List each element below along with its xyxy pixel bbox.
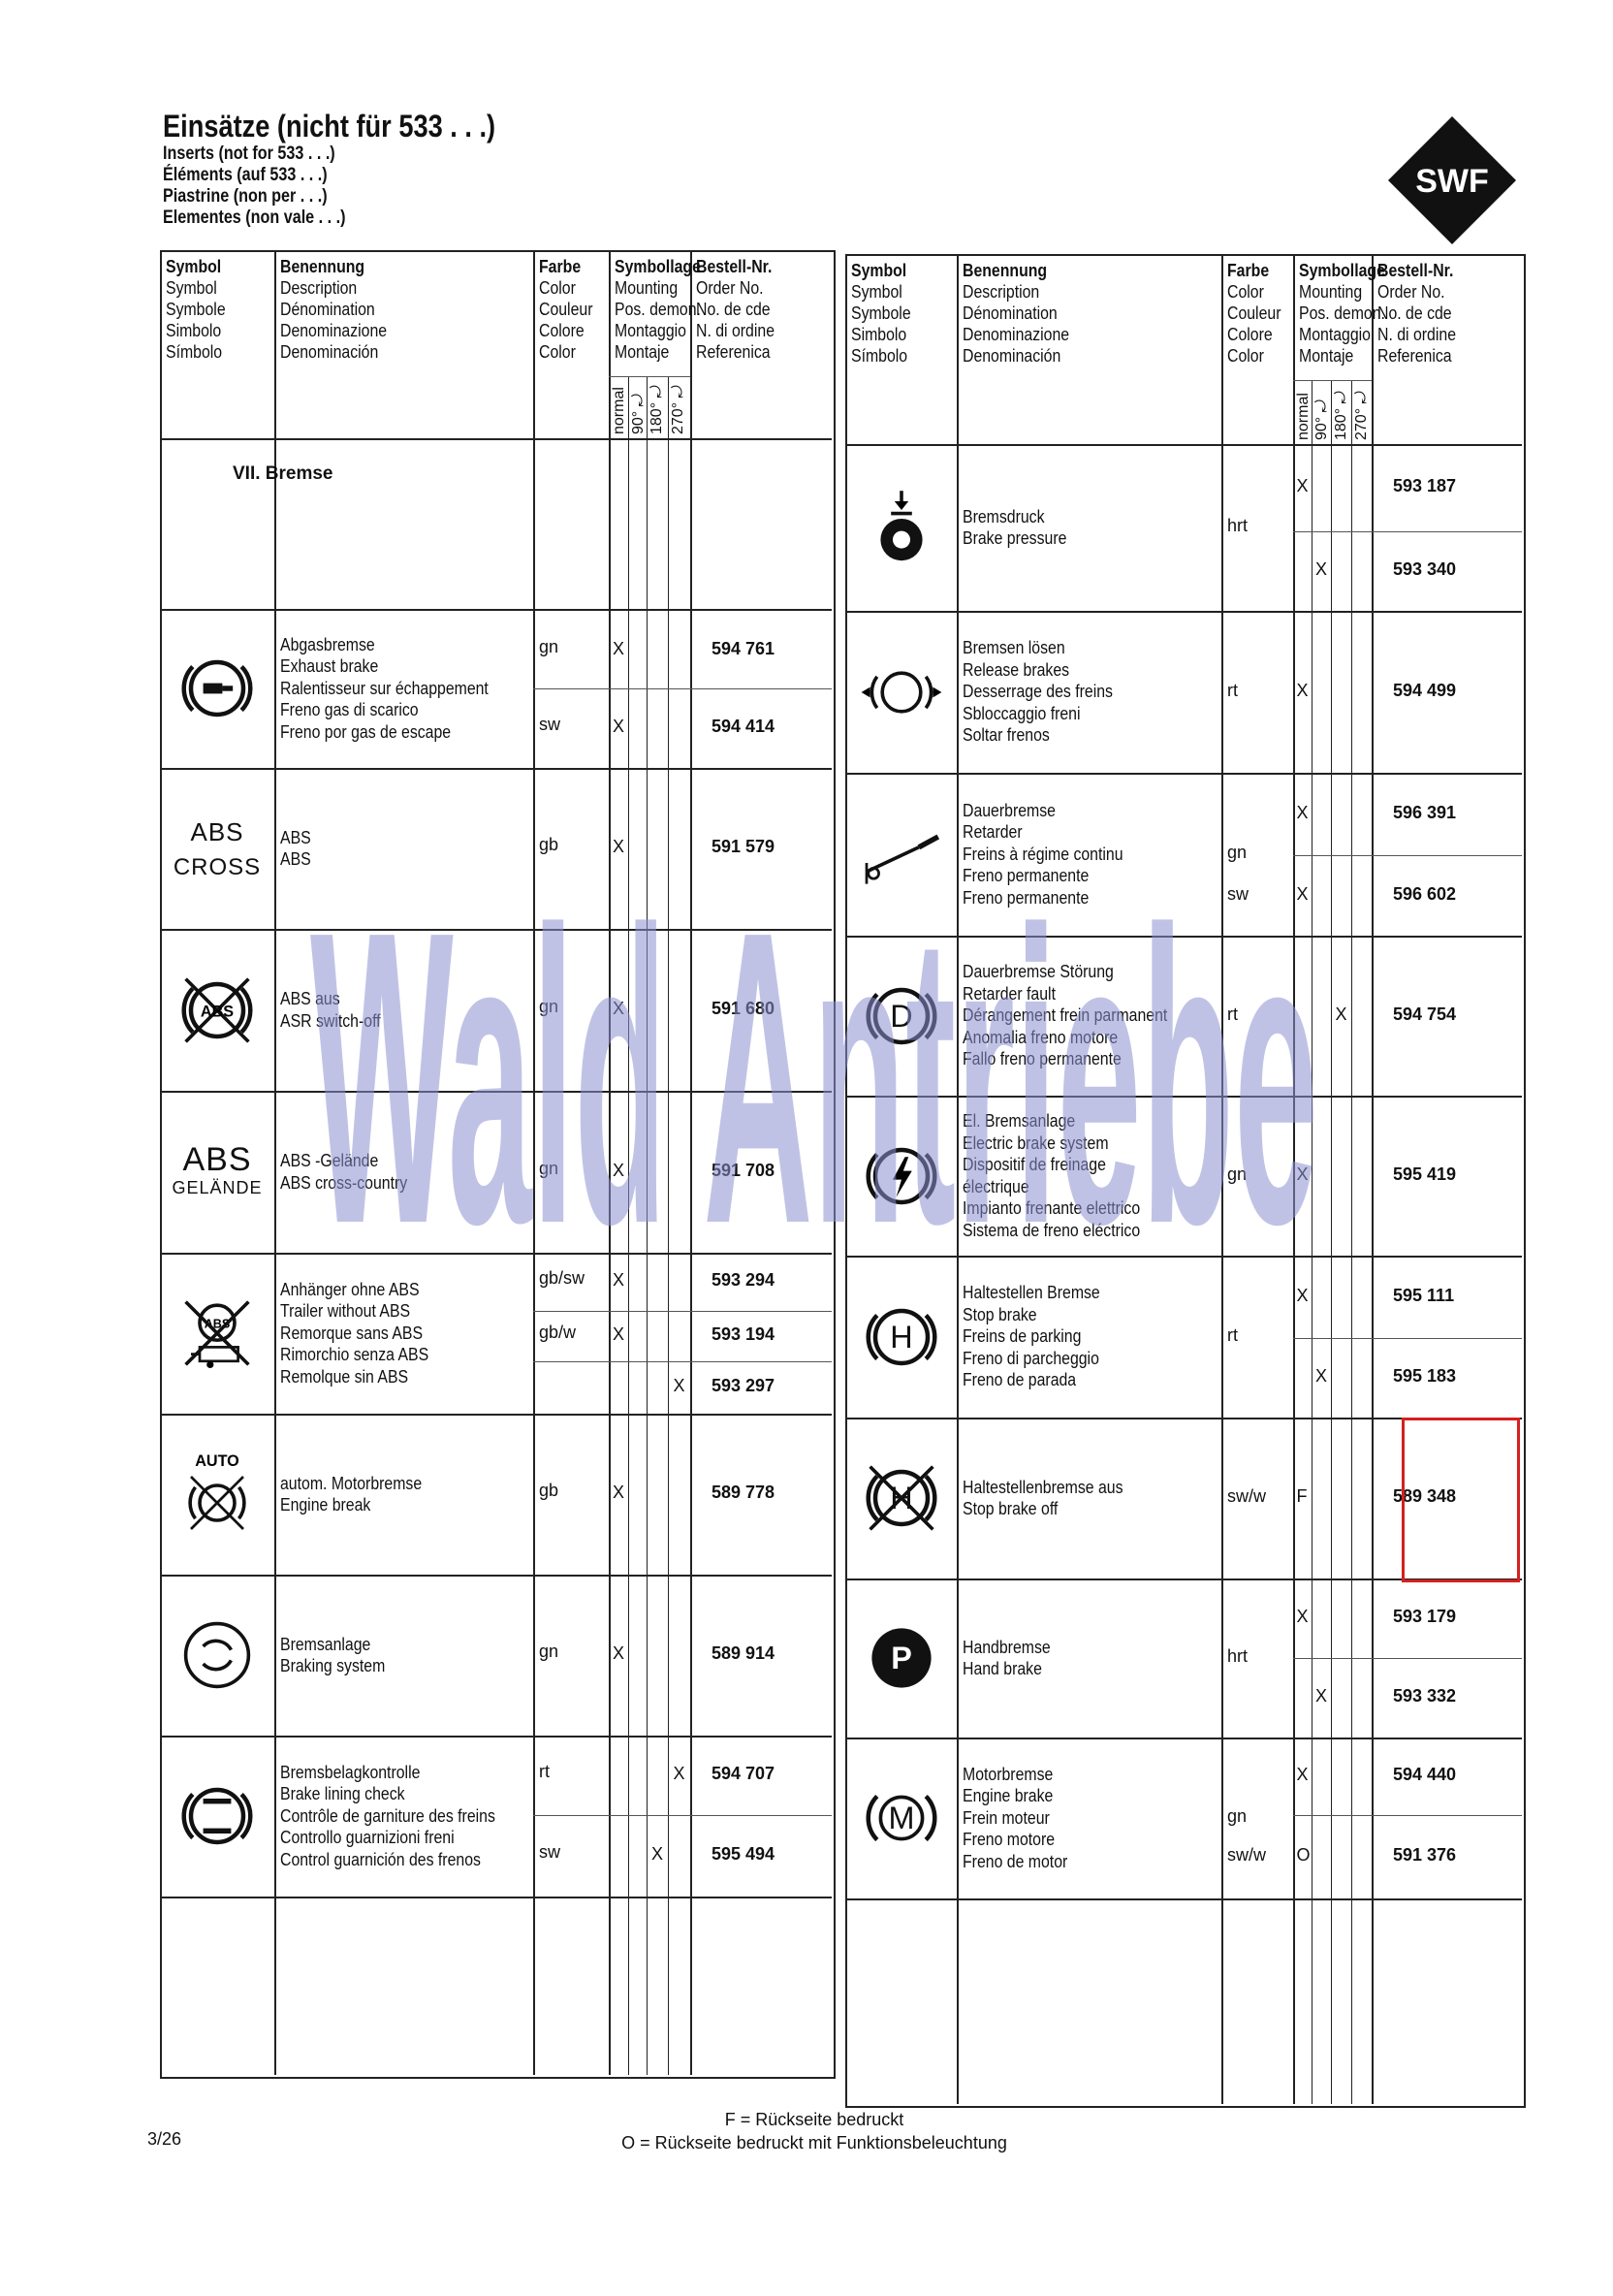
description-line: Soltar frenos (963, 725, 1050, 746)
exhaust-brake-icon (174, 645, 261, 732)
header-symbollage: Montaje (615, 342, 670, 362)
row-divider (845, 1738, 1522, 1739)
svg-text:P: P (890, 1640, 912, 1675)
braking-system-icon (174, 1611, 261, 1699)
header-divider (845, 444, 1522, 446)
row-divider (845, 936, 1522, 938)
header-position-0: normal (611, 387, 627, 434)
position-mark: X (1296, 1285, 1309, 1305)
order-number: 595 183 (1393, 1366, 1457, 1386)
column-divider (1221, 254, 1223, 2104)
svg-text:D: D (889, 998, 913, 1034)
description-line: Trailer without ABS (280, 1301, 411, 1322)
farbe-value: rt (539, 1762, 550, 1781)
position-mark: X (613, 639, 625, 658)
column-divider (957, 254, 959, 2104)
description-line: Engine brake (963, 1786, 1054, 1806)
description-line: Sbloccaggio freni (963, 703, 1081, 723)
header-farbe: Color (539, 342, 576, 362)
farbe-value: rt (1227, 680, 1238, 700)
highlight-box (1402, 1418, 1520, 1582)
position-mark: X (613, 998, 625, 1018)
description-line: Retarder fault (963, 983, 1056, 1004)
title-block (163, 109, 744, 229)
position-divider (647, 376, 648, 2075)
order-number: 595 111 (1393, 1285, 1455, 1305)
row-divider (160, 768, 832, 770)
description-line: Retarder (963, 822, 1023, 843)
icon-label: ABS (182, 1140, 252, 1178)
auto-engine-brake-icon (174, 1451, 261, 1538)
header-position-0: normal (1295, 393, 1312, 440)
variant-divider (1293, 1338, 1522, 1339)
position-mark: X (673, 1376, 685, 1395)
description-line: Bremsdruck (963, 506, 1045, 526)
header-symbol: Symbol (166, 278, 217, 298)
header-divider (160, 438, 832, 440)
page-number: 3/26 (147, 2129, 182, 2149)
description-line: Dauerbremse (963, 800, 1056, 820)
description-line: Haltestellenbremse aus (963, 1477, 1123, 1497)
order-number: 594 414 (712, 717, 775, 736)
description-line: Freno de parada (963, 1370, 1077, 1390)
description-line: Desserrage des freins (963, 682, 1113, 702)
logo-text: SWF (1415, 163, 1489, 200)
description-line: Brake lining check (280, 1784, 405, 1804)
retarder-fault-icon (858, 973, 945, 1060)
position-divider (1351, 380, 1352, 2104)
header-bestell: No. de cde (1377, 303, 1452, 323)
header-benennung: Dénomination (280, 300, 375, 319)
description-line: Frein moteur (963, 1807, 1050, 1828)
position-mark: X (1296, 476, 1309, 495)
stop-brake-icon (858, 1293, 945, 1381)
title-line: Éléments (auf 533 . . .) (163, 165, 328, 185)
description-line: Handbremse (963, 1637, 1051, 1657)
header-farbe: Couleur (1227, 303, 1281, 323)
farbe-value: gn (1227, 1164, 1248, 1184)
column-divider (274, 250, 276, 2075)
header-benennung: Benennung (280, 257, 365, 276)
electric-brake-icon (858, 1132, 945, 1220)
description-line: ABS (280, 849, 311, 869)
column-divider (609, 250, 611, 2075)
footer-note-f: F = Rückseite bedruckt (724, 2110, 904, 2129)
header-symbol: Symbol (851, 282, 902, 302)
description-line: ABS (280, 827, 311, 847)
header-bestell: No. de cde (696, 300, 771, 319)
footer-notes (562, 2108, 1066, 2154)
farbe-value: rt (1227, 1004, 1238, 1024)
description-line: Dérangement frein parmanent (963, 1005, 1168, 1026)
header-benennung: Description (280, 278, 358, 298)
header-benennung: Benennung (963, 261, 1048, 280)
description-line: ABS aus (280, 989, 340, 1008)
farbe-value: gb/w (539, 1323, 577, 1342)
variant-divider (533, 688, 832, 689)
position-mark: X (613, 837, 625, 856)
position-mark: O (1296, 1845, 1311, 1865)
header-symbol: Simbolo (851, 325, 907, 344)
header-symbol: Symbol (851, 261, 907, 280)
description-line: Fallo freno permanente (963, 1049, 1122, 1069)
farbe-value: gn (1227, 843, 1248, 862)
row-divider (160, 1253, 832, 1255)
title-line: Elementes (non vale . . .) (163, 207, 346, 228)
svg-text:ABS: ABS (200, 1002, 235, 1020)
order-number: 591 579 (712, 837, 775, 856)
description-line: Anhänger ohne ABS (280, 1279, 420, 1299)
stop-brake-off-icon (858, 1454, 945, 1542)
svg-text:ABS: ABS (204, 1317, 231, 1331)
column-divider (690, 250, 692, 2075)
farbe-value: sw (539, 715, 560, 734)
position-divider (1312, 380, 1313, 2104)
description-line: ABS cross-country (280, 1172, 408, 1193)
order-number: 594 761 (712, 639, 775, 658)
description-line: Freno di parcheggio (963, 1348, 1099, 1368)
order-number: 593 294 (712, 1270, 775, 1290)
header-symbollage: Symbollage (615, 257, 701, 276)
position-divider (668, 376, 669, 2075)
farbe-value: gb (539, 835, 559, 854)
header-benennung: Denominación (280, 342, 379, 362)
header-symbollage: Pos. demon. (615, 300, 701, 319)
description-line: ASR switch-off (280, 1010, 381, 1031)
position-mark: X (1296, 1607, 1309, 1626)
header-farbe: Color (539, 278, 576, 298)
header-farbe: Color (1227, 346, 1264, 366)
brake-pressure-icon (858, 484, 945, 571)
abs-off-icon (174, 967, 261, 1054)
description-line: Rimorchio senza ABS (280, 1345, 429, 1365)
title-line: Piastrine (non per . . .) (163, 186, 328, 207)
description-line: Freno por gas de escape (280, 721, 452, 742)
row-divider (160, 609, 832, 611)
header-benennung: Dénomination (963, 303, 1058, 323)
farbe-value: sw/w (1227, 1486, 1266, 1506)
order-number: 593 194 (712, 1324, 775, 1344)
svg-text:H: H (889, 1319, 913, 1355)
description-line: électrique (963, 1176, 1029, 1196)
header-symbol: Symbole (166, 300, 226, 319)
brake-lining-icon (174, 1772, 261, 1860)
icon-label: CROSS (173, 854, 262, 880)
header-farbe: Couleur (539, 300, 593, 319)
description-line: Engine break (280, 1495, 371, 1515)
icon-label: ABS (190, 817, 244, 846)
description-line: Haltestellen Bremse (963, 1283, 1100, 1303)
swf-logo (1386, 114, 1518, 246)
description-line: Impianto frenante elettrico (963, 1198, 1141, 1218)
farbe-value: gn (1227, 1806, 1248, 1826)
order-number: 591 708 (712, 1160, 775, 1180)
icon-label: GELÄNDE (172, 1177, 263, 1197)
farbe-value: sw/w (1227, 1845, 1266, 1865)
variant-divider (1293, 855, 1522, 856)
footer-note-o: O = Rückseite bedruckt mit Funktionsbeleuchtung (621, 2133, 1007, 2152)
header-bestell: Bestell-Nr. (1377, 261, 1454, 280)
row-divider (845, 1256, 1522, 1258)
description-line: Braking system (280, 1656, 386, 1675)
header-symbollage: Mounting (615, 278, 679, 298)
farbe-value: gn (539, 1158, 559, 1178)
description-line: Abgasbremse (280, 634, 375, 654)
header-symbol: Símbolo (166, 342, 223, 362)
order-number: 594 440 (1393, 1765, 1457, 1784)
description-line: Freno permanente (963, 887, 1090, 908)
header-farbe: Colore (1227, 325, 1273, 344)
order-number: 595 419 (1393, 1164, 1457, 1184)
description-line: Dauerbremse Störung (963, 962, 1114, 982)
order-number: 589 778 (712, 1483, 775, 1502)
order-number: 593 297 (712, 1376, 775, 1395)
order-number: 594 754 (1393, 1004, 1457, 1024)
header-symbollage: Pos. demon. (1299, 303, 1385, 323)
farbe-value: sw (1227, 883, 1249, 904)
position-mark: X (673, 1764, 685, 1783)
svg-text:AUTO: AUTO (195, 1452, 239, 1471)
order-number: 589 348 (1393, 1486, 1457, 1506)
row-divider (845, 1096, 1522, 1098)
header-symbollage: Montaggio (615, 321, 686, 340)
header-symbollage: Montaje (1299, 346, 1354, 366)
position-divider (1331, 380, 1332, 2104)
farbe-value: gn (539, 996, 559, 1016)
header-symbol: Simbolo (166, 321, 222, 340)
order-number: 595 494 (712, 1844, 775, 1864)
farbe-value: rt (1227, 1324, 1238, 1345)
farbe-value: gn (539, 1642, 559, 1661)
header-position-2: 180° ⤾ (648, 385, 665, 434)
position-mark: X (1296, 1164, 1309, 1184)
header-bestell: Referenica (1377, 346, 1452, 366)
position-header-divider (1293, 380, 1372, 381)
description-line: Freno de motor (963, 1851, 1068, 1871)
column-divider (533, 250, 535, 2075)
row-divider (845, 1898, 1522, 1900)
description-line: Sistema de freno eléctrico (963, 1220, 1141, 1240)
retarder-icon (858, 811, 945, 898)
header-farbe: Colore (539, 321, 585, 340)
description-line: Contrôle de garniture des freins (280, 1805, 495, 1826)
description-line: Ralentisseur sur échappement (280, 678, 489, 698)
header-symbollage: Montaggio (1299, 325, 1371, 344)
position-mark: X (1296, 1765, 1309, 1784)
row-divider (160, 1736, 832, 1738)
description-line: Freins de parking (963, 1326, 1082, 1347)
description-line: Brake pressure (963, 528, 1067, 548)
row-divider (845, 611, 1522, 613)
description-line: Bremsen lösen (963, 638, 1065, 658)
page-title: Einsätze (nicht für 533 . . .) (163, 109, 496, 144)
header-position-3: 270° ⤾ (1353, 391, 1370, 440)
position-mark: X (613, 1324, 625, 1344)
description-line: Hand brake (963, 1659, 1042, 1678)
farbe-value: gn (539, 637, 559, 656)
header-symbol: Symbole (851, 303, 911, 323)
position-mark: X (613, 1483, 625, 1502)
position-divider (628, 376, 629, 2075)
order-number: 591 680 (712, 998, 775, 1018)
farbe-value: hrt (1227, 516, 1249, 535)
description-line: Exhaust brake (280, 656, 379, 677)
description-line: Stop brake (963, 1304, 1037, 1324)
farbe-value: gb/sw (539, 1268, 585, 1288)
header-farbe: Color (1227, 282, 1264, 302)
header-position-1: 90° ⤾ (630, 394, 647, 434)
description-line: El. Bremsanlage (963, 1111, 1076, 1131)
header-bestell: N. di ordine (1377, 325, 1457, 344)
order-number: 594 499 (1393, 680, 1457, 700)
order-number: 596 602 (1393, 883, 1457, 904)
header-bestell: Order No. (1377, 282, 1445, 302)
variant-divider (533, 1815, 832, 1816)
position-mark: X (1296, 802, 1309, 822)
order-number: 593 187 (1393, 476, 1457, 495)
position-mark: X (613, 1270, 625, 1290)
variant-divider (533, 1311, 832, 1312)
trailer-no-abs-icon (174, 1290, 261, 1377)
position-mark: X (1335, 1004, 1347, 1024)
release-brakes-icon (858, 649, 945, 736)
variant-divider (1293, 531, 1522, 532)
description-line: Freno motore (963, 1830, 1056, 1850)
description-line: Controllo guarnizioni freni (280, 1828, 455, 1848)
position-mark: X (1315, 1686, 1328, 1706)
header-benennung: Denominazione (280, 321, 388, 340)
header-benennung: Denominazione (963, 325, 1070, 344)
position-mark: F (1296, 1486, 1308, 1506)
position-mark: X (651, 1844, 664, 1864)
description-line: Control guarnición des frenos (280, 1849, 481, 1869)
header-position-1: 90° ⤾ (1313, 399, 1330, 440)
row-divider (160, 1897, 832, 1898)
position-mark: X (1296, 680, 1309, 700)
hand-brake-icon (858, 1614, 945, 1702)
description-line: Release brakes (963, 659, 1070, 680)
description-line: Bremsanlage (280, 1634, 371, 1654)
description-line: Stop brake off (963, 1499, 1059, 1518)
farbe-value: gb (539, 1481, 559, 1500)
position-mark: X (1315, 1366, 1328, 1386)
position-mark: X (613, 1643, 625, 1663)
description-line: Remolque sin ABS (280, 1366, 409, 1387)
header-benennung: Description (963, 282, 1040, 302)
position-header-divider (609, 376, 690, 377)
description-line: Freins à régime continu (963, 844, 1123, 864)
header-symbol: Símbolo (851, 346, 908, 366)
description-line: ABS -Gelände (280, 1151, 379, 1170)
header-farbe: Farbe (539, 257, 582, 276)
header-symbollage: Mounting (1299, 282, 1363, 302)
variant-divider (1293, 1815, 1522, 1816)
title-line: Inserts (not for 533 . . .) (163, 144, 335, 164)
svg-text:H: H (889, 1480, 913, 1515)
header-position-3: 270° ⤾ (670, 385, 686, 434)
row-divider (160, 1575, 832, 1577)
watermark-text: Wald Antriebe (310, 845, 1318, 1290)
order-number: 591 376 (1393, 1845, 1457, 1865)
section-title: VII. Bremse (233, 463, 333, 484)
position-mark: X (613, 1160, 625, 1180)
variant-divider (533, 1361, 832, 1362)
description-line: autom. Motorbremse (280, 1473, 423, 1493)
header-bestell: Referenica (696, 342, 771, 362)
order-number: 596 391 (1393, 802, 1457, 822)
position-mark: X (1296, 883, 1309, 904)
header-symbol: Symbol (166, 257, 222, 276)
header-bestell: N. di ordine (696, 321, 775, 340)
order-number: 593 179 (1393, 1607, 1457, 1626)
description-line: Freno gas di scarico (280, 700, 419, 720)
variant-divider (1293, 1658, 1522, 1659)
description-line: Electric brake system (963, 1132, 1109, 1153)
svg-text:M: M (888, 1800, 914, 1835)
row-divider (160, 929, 832, 931)
row-divider (845, 773, 1522, 775)
description-line: Motorbremse (963, 1764, 1054, 1784)
farbe-value: hrt (1227, 1646, 1249, 1666)
header-benennung: Denominación (963, 346, 1061, 366)
position-mark: X (1315, 559, 1328, 579)
order-number: 589 914 (712, 1643, 775, 1663)
header-bestell: Bestell-Nr. (696, 257, 773, 276)
description-line: Remorque sans ABS (280, 1323, 424, 1343)
order-number: 593 340 (1393, 559, 1457, 579)
header-position-2: 180° ⤾ (1333, 391, 1349, 440)
header-symbollage: Symbollage (1299, 261, 1385, 280)
header-farbe: Farbe (1227, 261, 1270, 280)
row-divider (160, 1091, 832, 1093)
farbe-value: sw (539, 1842, 560, 1862)
engine-brake-icon (858, 1774, 945, 1862)
description-line: Anomalia freno motore (963, 1027, 1119, 1047)
description-line: Bremsbelagkontrolle (280, 1762, 421, 1782)
order-number: 593 332 (1393, 1686, 1457, 1706)
row-divider (160, 1414, 832, 1416)
header-bestell: Order No. (696, 278, 764, 298)
order-number: 594 707 (712, 1764, 775, 1783)
description-line: Freno permanente (963, 866, 1090, 886)
position-mark: X (613, 717, 625, 736)
description-line: Dispositif de freinage (963, 1155, 1106, 1174)
